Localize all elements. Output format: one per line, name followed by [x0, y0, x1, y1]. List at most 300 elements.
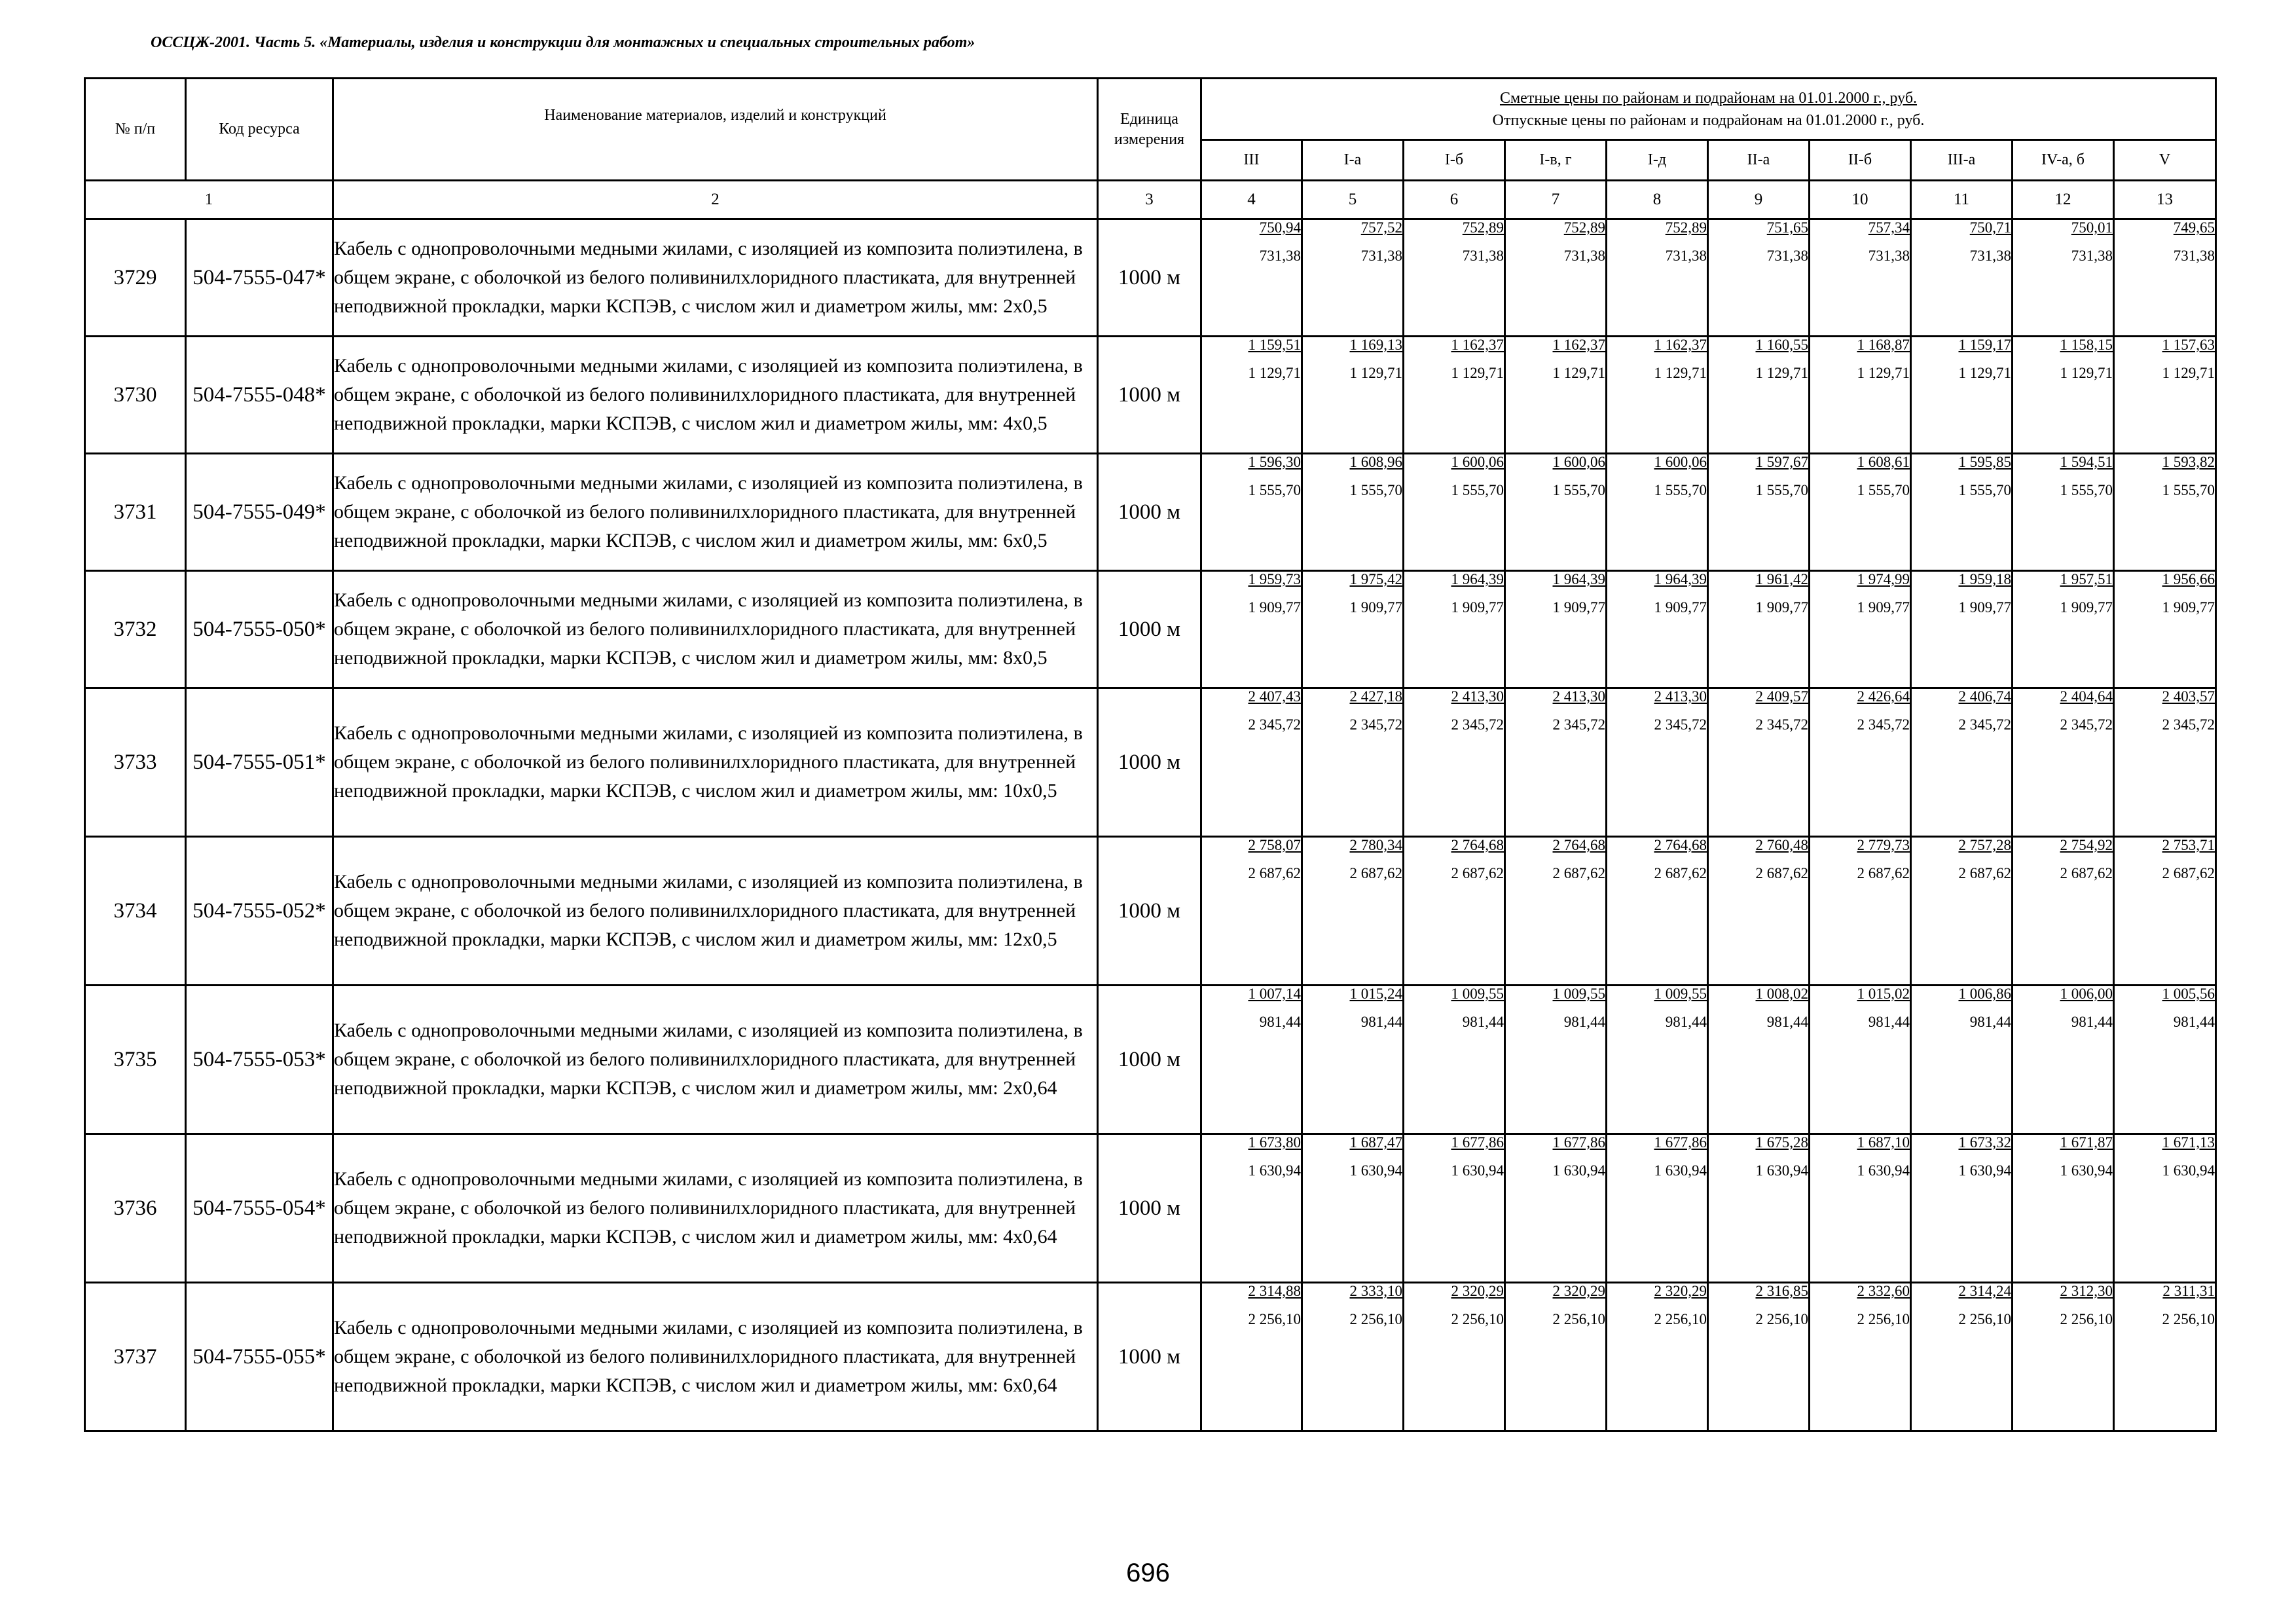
row-number: 3737: [85, 1283, 186, 1431]
estimate-price: 2 760,48: [1755, 837, 1808, 853]
region-header: I-а: [1302, 140, 1404, 181]
price-cell: [1911, 837, 2013, 986]
price-cell: [1607, 454, 1708, 571]
release-price: 2 256,10: [1654, 1311, 1707, 1327]
estimate-price: 1 677,86: [1451, 1134, 1504, 1151]
estimate-price: 751,65: [1766, 219, 1808, 236]
release-price: 2 687,62: [1654, 865, 1707, 881]
price-cell: [1708, 454, 1810, 571]
release-price: 2 687,62: [1755, 865, 1808, 881]
release-price: 1 555,70: [1958, 482, 2011, 498]
region-header: I-в, г: [1505, 140, 1607, 181]
price-cell: [1708, 1134, 1810, 1283]
estimate-price: 1 006,86: [1958, 986, 2011, 1002]
estimate-price: 2 320,29: [1654, 1283, 1707, 1299]
estimate-price: 2 314,88: [1248, 1283, 1301, 1299]
unit-of-measure: 1000 м: [1098, 454, 1201, 571]
price-cell: [1404, 1283, 1505, 1431]
release-price: 2 687,62: [1958, 865, 2011, 881]
header-code: Код ресурса: [186, 79, 333, 181]
price-cell: [1810, 1283, 1911, 1431]
column-number: 10: [1810, 181, 1911, 219]
release-price: 2 256,10: [1248, 1311, 1301, 1327]
price-cell: [2114, 571, 2216, 688]
release-price: 731,38: [1462, 248, 1504, 264]
header-unit: Единица измерения: [1098, 79, 1201, 181]
price-cell: [1201, 454, 1302, 571]
price-cell: [1201, 1134, 1302, 1283]
estimate-price: 1 162,37: [1654, 337, 1707, 353]
price-cell: [1708, 1283, 1810, 1431]
release-price: 981,44: [1665, 1014, 1707, 1030]
estimate-price: 2 406,74: [1958, 688, 2011, 705]
estimate-price: 1 162,37: [1552, 337, 1605, 353]
price-cell: [2114, 688, 2216, 837]
release-price: 2 345,72: [1654, 716, 1707, 733]
price-cell: [1505, 337, 1607, 454]
estimate-price: 2 757,28: [1958, 837, 2011, 853]
release-price: 1 909,77: [2162, 599, 2215, 616]
estimate-price: 1 008,02: [1755, 986, 1808, 1002]
price-cell: [1911, 219, 2013, 337]
price-cell: [1708, 219, 1810, 337]
release-price: 981,44: [2173, 1014, 2215, 1030]
estimate-price: 1 671,13: [2162, 1134, 2215, 1151]
estimate-price: 752,89: [1462, 219, 1504, 236]
estimate-price: 2 764,68: [1552, 837, 1605, 853]
release-price: 1 129,71: [1857, 365, 1910, 381]
release-price: 2 345,72: [1958, 716, 2011, 733]
price-cell: [1607, 337, 1708, 454]
estimate-price: 1 169,13: [1349, 337, 1402, 353]
running-title: ОССЦЖ-2001. Часть 5. «Материалы, изделия и конструкции для монтажных и специальных строительных работ»: [151, 34, 975, 51]
estimate-price: 752,89: [1665, 219, 1707, 236]
price-cell: [1505, 219, 1607, 337]
price-cell: [1911, 454, 2013, 571]
price-cell: [2114, 986, 2216, 1134]
unit-of-measure: 1000 м: [1098, 1134, 1201, 1283]
release-price: 2 256,10: [1451, 1311, 1504, 1327]
estimate-price: 2 780,34: [1349, 837, 1402, 853]
region-header: III: [1201, 140, 1302, 181]
release-price: 1 909,77: [1248, 599, 1301, 616]
material-name: Кабель с однопроволочными медными жилами, с изоляцией из композита полиэтилена, в общем экране, с оболочкой из белого поливинилхлоридного пластиката, для внутренней неподвижной прокладки, марки КСПЭВ, с числом жил и диаметром жилы, мм: 2х0,64: [333, 986, 1098, 1134]
estimate-price: 1 594,51: [2060, 454, 2113, 470]
price-cell: [1911, 1283, 2013, 1431]
price-cell: [1607, 571, 1708, 688]
unit-of-measure: 1000 м: [1098, 986, 1201, 1134]
price-cell: [1810, 1134, 1911, 1283]
estimate-price: 1 600,06: [1654, 454, 1707, 470]
release-price: 1 555,70: [1552, 482, 1605, 498]
release-price: 2 345,72: [1349, 716, 1402, 733]
material-name: Кабель с однопроволочными медными жилами, с изоляцией из композита полиэтилена, в общем экране, с оболочкой из белого поливинилхлоридного пластиката, для внутренней неподвижной прокладки, марки КСПЭВ, с числом жил и диаметром жилы, мм: 8х0,5: [333, 571, 1098, 688]
estimate-price: 1 160,55: [1755, 337, 1808, 353]
column-number: 4: [1201, 181, 1302, 219]
unit-of-measure: 1000 м: [1098, 688, 1201, 837]
release-price: 1 630,94: [2162, 1162, 2215, 1179]
estimate-price: 2 764,68: [1451, 837, 1504, 853]
release-prices-caption: Отпускные цены по районам и подрайонам на 01.01.2000 г., руб.: [1492, 111, 1925, 129]
estimate-price: 1 608,96: [1349, 454, 1402, 470]
row-number: 3735: [85, 986, 186, 1134]
estimate-price: 2 403,57: [2162, 688, 2215, 705]
estimate-price: 1 964,39: [1552, 571, 1605, 587]
price-cell: [1911, 688, 2013, 837]
unit-of-measure: 1000 м: [1098, 837, 1201, 986]
release-price: 981,44: [1360, 1014, 1402, 1030]
table-row: [85, 837, 2216, 986]
release-price: 1 129,71: [1248, 365, 1301, 381]
price-cell: [2114, 337, 2216, 454]
release-price: 1 630,94: [1857, 1162, 1910, 1179]
column-number: 1: [85, 181, 333, 219]
table-row: [85, 454, 2216, 571]
estimate-price: 2 413,30: [1654, 688, 1707, 705]
row-number: 3730: [85, 337, 186, 454]
estimate-price: 1 959,73: [1248, 571, 1301, 587]
column-number: 3: [1098, 181, 1201, 219]
price-cell: [1201, 688, 1302, 837]
release-price: 981,44: [1259, 1014, 1301, 1030]
release-price: 731,38: [1259, 248, 1301, 264]
release-price: 1 555,70: [1349, 482, 1402, 498]
estimate-price: 1 007,14: [1248, 986, 1301, 1002]
price-cell: [2013, 1283, 2114, 1431]
row-number: 3736: [85, 1134, 186, 1283]
release-price: 981,44: [2071, 1014, 2113, 1030]
release-price: 731,38: [1360, 248, 1402, 264]
release-price: 1 909,77: [1755, 599, 1808, 616]
column-number: 5: [1302, 181, 1404, 219]
region-header: IV-а, б: [2013, 140, 2114, 181]
price-cell: [1404, 571, 1505, 688]
price-cell: [1404, 454, 1505, 571]
unit-of-measure: 1000 м: [1098, 337, 1201, 454]
page-number: 696: [1126, 1559, 1170, 1587]
material-name: Кабель с однопроволочными медными жилами, с изоляцией из композита полиэтилена, в общем экране, с оболочкой из белого поливинилхлоридного пластиката, для внутренней неподвижной прокладки, марки КСПЭВ, с числом жил и диаметром жилы, мм: 10х0,5: [333, 688, 1098, 837]
estimate-price: 1 006,00: [2060, 986, 2113, 1002]
price-cell: [1201, 337, 1302, 454]
estimate-price: 2 753,71: [2162, 837, 2215, 853]
region-header: I-б: [1404, 140, 1505, 181]
price-cell: [1911, 571, 2013, 688]
estimate-price: 1 009,55: [1654, 986, 1707, 1002]
release-price: 2 256,10: [1755, 1311, 1808, 1327]
estimate-price: 1 597,67: [1755, 454, 1808, 470]
estimate-price: 1 009,55: [1552, 986, 1605, 1002]
price-cell: [2013, 571, 2114, 688]
estimate-price: 1 673,32: [1958, 1134, 2011, 1151]
release-price: 1 630,94: [1248, 1162, 1301, 1179]
estimate-price: 1 673,80: [1248, 1134, 1301, 1151]
price-cell: [2013, 454, 2114, 571]
price-cell: [1404, 337, 1505, 454]
price-cell: [1302, 454, 1404, 571]
release-price: 2 345,72: [1552, 716, 1605, 733]
row-number: 3731: [85, 454, 186, 571]
estimate-price: 752,89: [1563, 219, 1605, 236]
price-cell: [1607, 986, 1708, 1134]
region-header: II-а: [1708, 140, 1810, 181]
estimate-price: 1 675,28: [1755, 1134, 1808, 1151]
estimate-price: 2 312,30: [2060, 1283, 2113, 1299]
release-price: 2 687,62: [1349, 865, 1402, 881]
release-price: 2 256,10: [1552, 1311, 1605, 1327]
estimate-price: 1 162,37: [1451, 337, 1504, 353]
price-cell: [1810, 688, 1911, 837]
release-price: 1 630,94: [1654, 1162, 1707, 1179]
column-number: 9: [1708, 181, 1810, 219]
estimate-price: 2 427,18: [1349, 688, 1402, 705]
estimate-price: 1 957,51: [2060, 571, 2113, 587]
release-price: 731,38: [1766, 248, 1808, 264]
price-cell: [1201, 219, 1302, 337]
price-cell: [1302, 571, 1404, 688]
region-header: II-б: [1810, 140, 1911, 181]
estimate-price: 1 159,51: [1248, 337, 1301, 353]
price-cell: [1708, 837, 1810, 986]
price-cell: [1708, 688, 1810, 837]
price-cell: [1810, 219, 1911, 337]
price-cell: [2013, 337, 2114, 454]
estimate-price: 1 677,86: [1552, 1134, 1605, 1151]
estimate-price: 2 413,30: [1451, 688, 1504, 705]
region-header: III-а: [1911, 140, 2013, 181]
estimate-price: 2 758,07: [1248, 837, 1301, 853]
price-cell: [1302, 837, 1404, 986]
price-cell: [1404, 688, 1505, 837]
column-number: 2: [333, 181, 1098, 219]
release-price: 2 687,62: [1857, 865, 1910, 881]
estimate-price: 1 961,42: [1755, 571, 1808, 587]
estimate-price: 1 593,82: [2162, 454, 2215, 470]
release-price: 1 630,94: [1451, 1162, 1504, 1179]
release-price: 1 129,71: [1552, 365, 1605, 381]
release-price: 981,44: [1868, 1014, 1910, 1030]
price-cell: [1201, 571, 1302, 688]
release-price: 2 687,62: [1552, 865, 1605, 881]
estimate-price: 757,52: [1360, 219, 1402, 236]
material-name: Кабель с однопроволочными медными жилами, с изоляцией из композита полиэтилена, в общем экране, с оболочкой из белого поливинилхлоридного пластиката, для внутренней неподвижной прокладки, марки КСПЭВ, с числом жил и диаметром жилы, мм: 2х0,5: [333, 219, 1098, 337]
release-price: 2 345,72: [1451, 716, 1504, 733]
unit-of-measure: 1000 м: [1098, 219, 1201, 337]
region-header: I-д: [1607, 140, 1708, 181]
release-price: 1 630,94: [2060, 1162, 2113, 1179]
estimate-price: 750,94: [1259, 219, 1301, 236]
price-cell: [1505, 571, 1607, 688]
estimate-price: 1 595,85: [1958, 454, 2011, 470]
estimate-price: 2 404,64: [2060, 688, 2113, 705]
table-row: [85, 986, 2216, 1134]
price-cell: [1607, 219, 1708, 337]
release-price: 1 630,94: [1552, 1162, 1605, 1179]
price-cell: [1404, 837, 1505, 986]
estimate-price: 1 158,15: [2060, 337, 2113, 353]
resource-code: 504-7555-050*: [186, 571, 333, 688]
release-price: 731,38: [1563, 248, 1605, 264]
estimate-price: 2 314,24: [1958, 1283, 2011, 1299]
estimate-price: 2 320,29: [1552, 1283, 1605, 1299]
region-header: V: [2114, 140, 2216, 181]
column-number: 6: [1404, 181, 1505, 219]
resource-code: 504-7555-055*: [186, 1283, 333, 1431]
price-cell: [1302, 219, 1404, 337]
release-price: 981,44: [1563, 1014, 1605, 1030]
header-prices-caption: [1201, 79, 2216, 140]
release-price: 2 256,10: [2162, 1311, 2215, 1327]
release-price: 2 345,72: [2162, 716, 2215, 733]
price-cell: [1810, 837, 1911, 986]
estimate-price: 2 426,64: [1857, 688, 1910, 705]
release-price: 1 555,70: [2060, 482, 2113, 498]
table-row: [85, 1283, 2216, 1431]
price-cell: [1607, 837, 1708, 986]
price-cell: [1201, 986, 1302, 1134]
column-number: 8: [1607, 181, 1708, 219]
estimate-price: 2 409,57: [1755, 688, 1808, 705]
table-row: [85, 337, 2216, 454]
release-price: 1 555,70: [1248, 482, 1301, 498]
release-price: 1 909,77: [1857, 599, 1910, 616]
resource-code: 504-7555-048*: [186, 337, 333, 454]
release-price: 1 909,77: [1552, 599, 1605, 616]
release-price: 1 555,70: [1755, 482, 1808, 498]
material-name: Кабель с однопроволочными медными жилами, с изоляцией из композита полиэтилена, в общем экране, с оболочкой из белого поливинилхлоридного пластиката, для внутренней неподвижной прокладки, марки КСПЭВ, с числом жил и диаметром жилы, мм: 6х0,64: [333, 1283, 1098, 1431]
price-cell: [2114, 1134, 2216, 1283]
price-cell: [1810, 337, 1911, 454]
estimate-price: 749,65: [2173, 219, 2215, 236]
estimate-price: 1 600,06: [1451, 454, 1504, 470]
price-cell: [2013, 986, 2114, 1134]
release-price: 2 687,62: [2162, 865, 2215, 881]
release-price: 2 345,72: [1248, 716, 1301, 733]
estimate-price: 1 600,06: [1552, 454, 1605, 470]
price-cell: [1302, 1283, 1404, 1431]
estimate-price: 2 764,68: [1654, 837, 1707, 853]
release-price: 1 129,71: [2060, 365, 2113, 381]
estimate-price: 750,71: [1969, 219, 2011, 236]
price-cell: [2114, 1283, 2216, 1431]
release-price: 731,38: [2071, 248, 2113, 264]
row-number: 3732: [85, 571, 186, 688]
column-number: 11: [1911, 181, 2013, 219]
price-table: [84, 77, 2217, 1432]
price-cell: [2013, 1134, 2114, 1283]
estimate-price: 1 974,99: [1857, 571, 1910, 587]
table-row: [85, 571, 2216, 688]
row-number: 3733: [85, 688, 186, 837]
release-price: 981,44: [1766, 1014, 1808, 1030]
estimate-price: 1 159,17: [1958, 337, 2011, 353]
resource-code: 504-7555-054*: [186, 1134, 333, 1283]
estimate-price: 757,34: [1868, 219, 1910, 236]
release-price: 2 256,10: [1857, 1311, 1910, 1327]
release-price: 2 687,62: [1451, 865, 1504, 881]
price-cell: [1302, 1134, 1404, 1283]
release-price: 1 909,77: [1958, 599, 2011, 616]
price-cell: [1607, 1283, 1708, 1431]
estimate-price: 1 168,87: [1857, 337, 1910, 353]
price-cell: [1607, 688, 1708, 837]
estimate-price: 2 311,31: [2162, 1283, 2215, 1299]
release-price: 1 555,70: [1451, 482, 1504, 498]
price-cell: [1607, 1134, 1708, 1283]
header-name: Наименование материалов, изделий и конструкций: [333, 79, 1098, 181]
estimate-price: 2 413,30: [1552, 688, 1605, 705]
table-row: [85, 688, 2216, 837]
release-price: 1 129,71: [1349, 365, 1402, 381]
price-cell: [1404, 219, 1505, 337]
table-row: [85, 1134, 2216, 1283]
price-cell: [2013, 219, 2114, 337]
release-price: 1 129,71: [1654, 365, 1707, 381]
release-price: 1 909,77: [1349, 599, 1402, 616]
price-cell: [1708, 571, 1810, 688]
price-cell: [1302, 688, 1404, 837]
unit-of-measure: 1000 м: [1098, 571, 1201, 688]
release-price: 2 345,72: [1755, 716, 1808, 733]
release-price: 1 909,77: [1654, 599, 1707, 616]
release-price: 1 630,94: [1349, 1162, 1402, 1179]
price-cell: [1911, 986, 2013, 1134]
release-price: 2 345,72: [2060, 716, 2113, 733]
release-price: 1 555,70: [1857, 482, 1910, 498]
column-number: 13: [2114, 181, 2216, 219]
estimate-price: 1 687,10: [1857, 1134, 1910, 1151]
estimate-price: 2 316,85: [1755, 1283, 1808, 1299]
estimate-price: 1 687,47: [1349, 1134, 1402, 1151]
estimate-price: 1 956,66: [2162, 571, 2215, 587]
price-cell: [1911, 337, 2013, 454]
release-price: 731,38: [1969, 248, 2011, 264]
estimate-price: 1 015,24: [1349, 986, 1402, 1002]
estimate-price: 1 964,39: [1451, 571, 1504, 587]
price-cell: [2114, 219, 2216, 337]
price-cell: [1201, 837, 1302, 986]
price-cell: [1505, 837, 1607, 986]
column-number: 12: [2013, 181, 2114, 219]
price-cell: [1201, 1283, 1302, 1431]
price-cell: [1505, 688, 1607, 837]
estimate-prices-caption: Сметные цены по районам и подрайонам на 01.01.2000 г., руб.: [1499, 89, 1918, 107]
price-cell: [2114, 454, 2216, 571]
release-price: 731,38: [1665, 248, 1707, 264]
release-price: 1 129,71: [1451, 365, 1504, 381]
price-cell: [1505, 1134, 1607, 1283]
price-cell: [1810, 986, 1911, 1134]
estimate-price: 2 754,92: [2060, 837, 2113, 853]
estimate-price: 1 608,61: [1857, 454, 1910, 470]
release-price: 2 256,10: [2060, 1311, 2113, 1327]
price-cell: [2013, 837, 2114, 986]
price-cell: [1505, 986, 1607, 1134]
release-price: 1 129,71: [2162, 365, 2215, 381]
estimate-price: 1 005,56: [2162, 986, 2215, 1002]
price-cell: [1302, 986, 1404, 1134]
resource-code: 504-7555-051*: [186, 688, 333, 837]
release-price: 731,38: [2173, 248, 2215, 264]
row-number: 3734: [85, 837, 186, 986]
column-numbers-row: [85, 181, 2216, 219]
release-price: 2 687,62: [2060, 865, 2113, 881]
release-price: 1 909,77: [2060, 599, 2113, 616]
row-number: 3729: [85, 219, 186, 337]
header-num: № п/п: [85, 79, 186, 181]
release-price: 1 630,94: [1755, 1162, 1808, 1179]
price-cell: [1708, 986, 1810, 1134]
resource-code: 504-7555-053*: [186, 986, 333, 1134]
